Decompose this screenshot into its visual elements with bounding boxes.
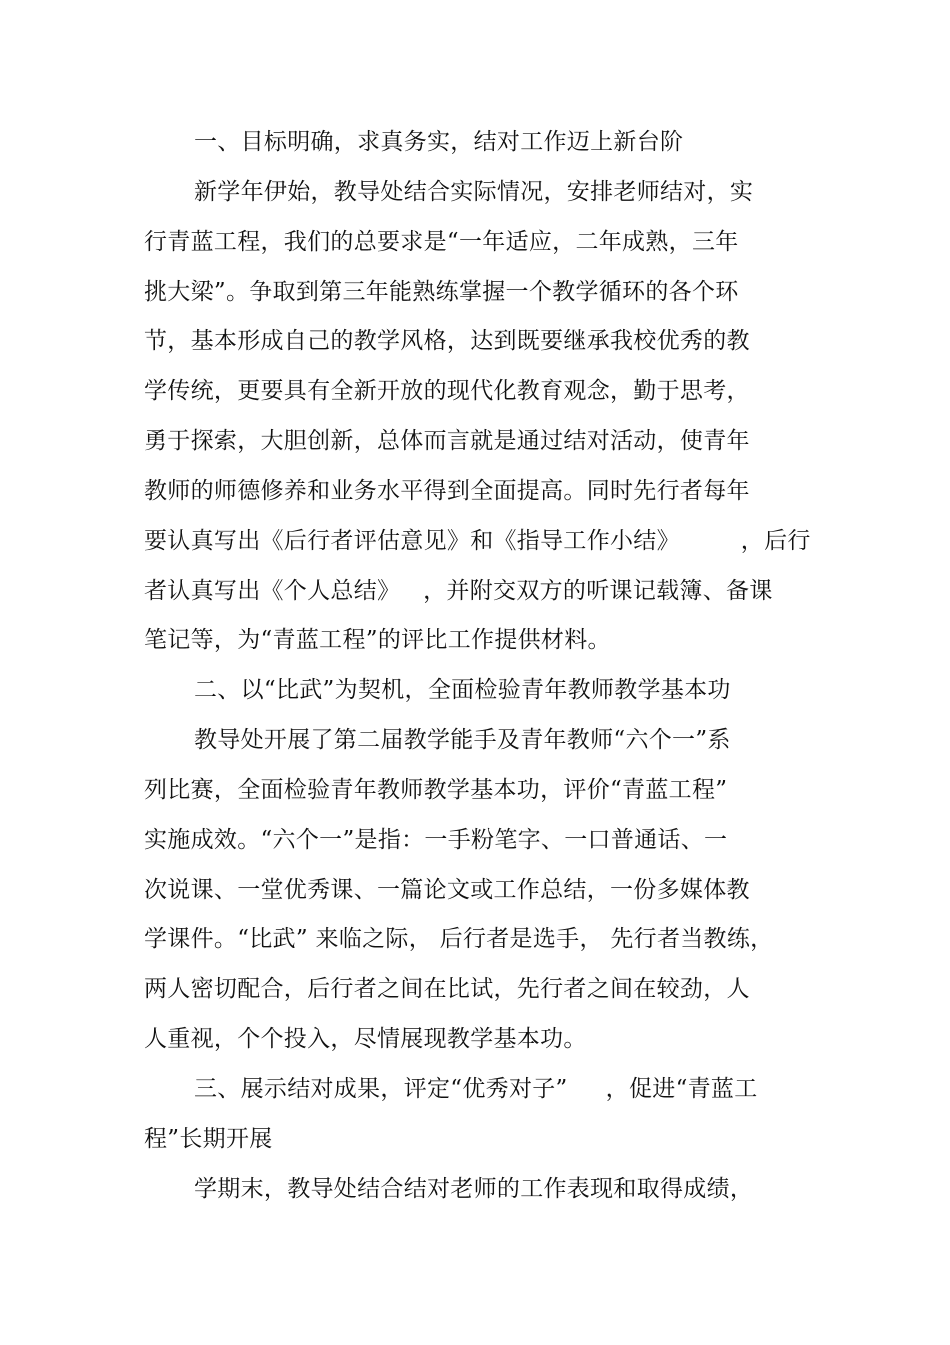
paragraph-line: 程”长期开展 — [144, 1126, 273, 1152]
paragraph-line: 实施成效。“六个一”是指：一手粉笔字、一口普通话、一 — [144, 827, 728, 853]
paragraph-line: 挑大梁”。争取到第三年能熟练掌握一个教学循环的各个环 — [144, 279, 739, 305]
paragraph-line: 学期末，教导处结合结对老师的工作表现和取得成绩， — [194, 1176, 754, 1202]
paragraph-line: 者认真写出《个人总结》 ，并附交双方的听课记载簿、备课 — [144, 578, 773, 604]
paragraph-line: 新学年伊始，教导处结合实际情况，安排老师结对，实 — [194, 179, 754, 205]
heading-3: 三、展示结对成果，评定“优秀对子” ，促进“青蓝工 — [194, 1076, 758, 1102]
paragraph-line: 笔记等，为“青蓝工程”的评比工作提供材料。 — [144, 627, 611, 653]
paragraph-line: 勇于探索，大胆创新，总体而言就是通过结对活动，使青年 — [144, 428, 750, 454]
paragraph-line: 两人密切配合，后行者之间在比试，先行者之间在较劲，人 — [144, 976, 750, 1002]
paragraph-line: 学课件。“比武” 来临之际， 后行者是选手， 先行者当教练， — [144, 926, 774, 952]
heading-1: 一、目标明确，求真务实，结对工作迈上新台阶 — [194, 129, 684, 155]
paragraph-line: 教导处开展了第二届教学能手及青年教师“六个一”系 — [194, 727, 731, 753]
paragraph-line: 行青蓝工程，我们的总要求是“一年适应，二年成熟，三年 — [144, 229, 739, 255]
heading-2: 二、以“比武”为契机，全面检验青年教师教学基本功 — [194, 677, 731, 703]
paragraph-line: 人重视，个个投入，尽情展现教学基本功。 — [144, 1026, 587, 1052]
paragraph-line: 列比赛，全面检验青年教师教学基本功，评价“青蓝工程” — [144, 777, 728, 803]
paragraph-line: 学传统，更要具有全新开放的现代化教育观念，勤于思考， — [144, 378, 750, 404]
paragraph-line: 次说课、一堂优秀课、一篇论文或工作总结，一份多媒体教 — [144, 877, 750, 903]
paragraph-line: 教师的师德修养和业务水平得到全面提高。同时先行者每年 — [144, 478, 750, 504]
paragraph-line: 要认真写出《后行者评估意见》和《指导工作小结》 ，后行 — [144, 528, 811, 554]
paragraph-line: 节，基本形成自己的教学风格，达到既要继承我校优秀的教 — [144, 328, 750, 354]
